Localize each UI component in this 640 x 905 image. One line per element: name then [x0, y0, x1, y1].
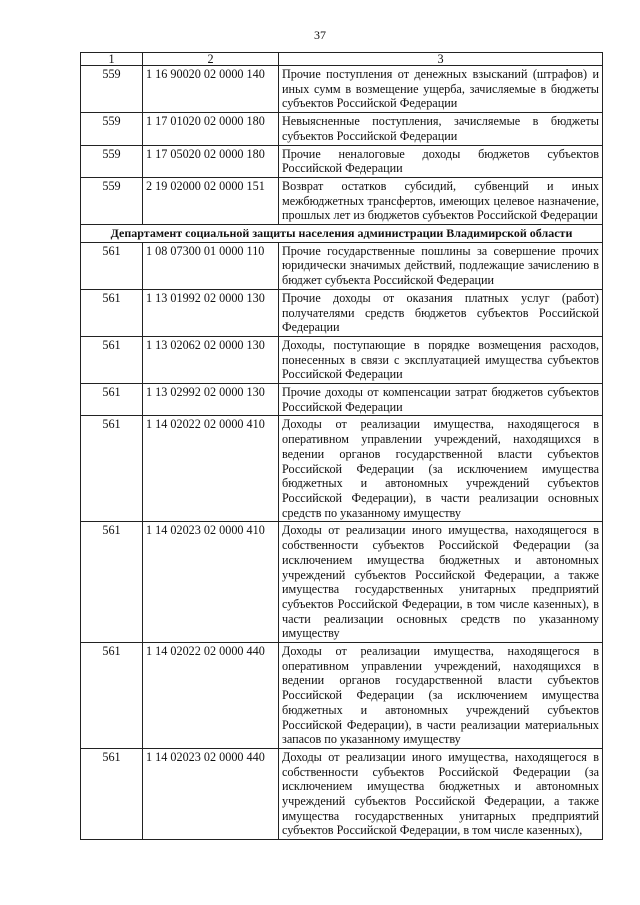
description-cell: Доходы от реализации иного имущества, находящегося в собственности субъектов Российской Федерации (за исключением имущества бюджетных и автономных учреждений субъектов Российской Федерации, а также имущества государственных унитарных предприятий субъектов Российской Федерации, в том числе казенных), [279, 748, 603, 839]
budget-code-cell: 1 17 01020 02 0000 180 [143, 113, 279, 145]
description-cell: Доходы от реализации имущества, находящегося в оперативном управлении учреждений, находящихся в ведении органов государственной власти субъектов Российской Федерации (за исключением имущества бюджетных и автономных учреждений субъектов Российской Федерации), в части реализации основных средств по указанному имуществу [279, 416, 603, 522]
table-row [81, 113, 603, 145]
admin-code-cell: 561 [81, 289, 143, 336]
admin-code-cell: 561 [81, 643, 143, 749]
description-cell: Возврат остатков субсидий, субвенций и иных межбюджетных трансфертов, имеющих целевое назначение, прошлых лет из бюджетов субъектов Российской Федерации [279, 177, 603, 224]
admin-code-cell: 561 [81, 416, 143, 522]
table-row [81, 177, 603, 224]
section-title: Департамент социальной защиты населения администрации Владимирской области [81, 225, 603, 243]
budget-code-cell: 1 14 02022 02 0000 410 [143, 416, 279, 522]
table-row [81, 522, 603, 643]
admin-code-cell: 559 [81, 177, 143, 224]
header-col-1: 1 [81, 53, 143, 66]
description-cell: Прочие государственные пошлины за совершение прочих юридически значимых действий, подлежащие зачислению в бюджет субъекта Российской Федерации [279, 242, 603, 289]
description-cell: Доходы, поступающие в порядке возмещения расходов, понесенных в связи с эксплуатацией имущества субъектов Российской Федерации [279, 336, 603, 383]
admin-code-cell: 559 [81, 145, 143, 177]
description-cell: Прочие неналоговые доходы бюджетов субъектов Российской Федерации [279, 145, 603, 177]
table-row [81, 66, 603, 113]
budget-code-cell: 1 13 01992 02 0000 130 [143, 289, 279, 336]
page-number: 37 [314, 28, 326, 42]
admin-code-cell: 561 [81, 748, 143, 839]
description-cell: Доходы от реализации имущества, находящегося в оперативном управлении учреждений, находящихся в ведении органов государственной власти субъектов Российской Федерации (за исключением имущества бюджетных и автономных учреждений субъектов Российской Федерации), в части реализации материальных запасов по указанному имуществу [279, 643, 603, 749]
budget-code-cell: 1 08 07300 01 0000 110 [143, 242, 279, 289]
table-row [81, 384, 603, 416]
description-cell: Доходы от реализации иного имущества, находящегося в собственности субъектов Российской Федерации (за исключением имущества бюджетных и автономных учреждений субъектов Российской Федерации, а также имущества государственных унитарных предприятий субъектов Российской Федерации, в том числе казенных), в части реализации основных средств по указанному имуществу [279, 522, 603, 643]
section-header-row [81, 225, 603, 243]
table-row [81, 416, 603, 522]
budget-code-cell: 1 13 02062 02 0000 130 [143, 336, 279, 383]
table-row [81, 145, 603, 177]
budget-code-cell: 1 14 02023 02 0000 410 [143, 522, 279, 643]
header-col-2: 2 [143, 53, 279, 66]
description-cell: Прочие доходы от компенсации затрат бюджетов субъектов Российской Федерации [279, 384, 603, 416]
table-row [81, 242, 603, 289]
table-row [81, 748, 603, 839]
table-row [81, 336, 603, 383]
description-cell: Невыясненные поступления, зачисляемые в бюджеты субъектов Российской Федерации [279, 113, 603, 145]
admin-code-cell: 559 [81, 66, 143, 113]
revenue-codes-table [80, 52, 603, 840]
description-cell: Прочие доходы от оказания платных услуг (работ) получателями средств бюджетов субъектов Российской Федерации [279, 289, 603, 336]
header-row [81, 53, 603, 66]
budget-code-cell: 1 14 02022 02 0000 440 [143, 643, 279, 749]
budget-code-cell: 2 19 02000 02 0000 151 [143, 177, 279, 224]
admin-code-cell: 561 [81, 242, 143, 289]
table-row [81, 643, 603, 749]
admin-code-cell: 561 [81, 336, 143, 383]
description-cell: Прочие поступления от денежных взысканий (штрафов) и иных сумм в возмещение ущерба, зачисляемые в бюджеты субъектов Российской Федерации [279, 66, 603, 113]
budget-code-cell: 1 13 02992 02 0000 130 [143, 384, 279, 416]
table-row [81, 289, 603, 336]
admin-code-cell: 561 [81, 384, 143, 416]
budget-code-cell: 1 14 02023 02 0000 440 [143, 748, 279, 839]
admin-code-cell: 561 [81, 522, 143, 643]
table-body [81, 66, 603, 840]
budget-code-cell: 1 16 90020 02 0000 140 [143, 66, 279, 113]
admin-code-cell: 559 [81, 113, 143, 145]
header-col-3: 3 [279, 53, 603, 66]
budget-code-cell: 1 17 05020 02 0000 180 [143, 145, 279, 177]
